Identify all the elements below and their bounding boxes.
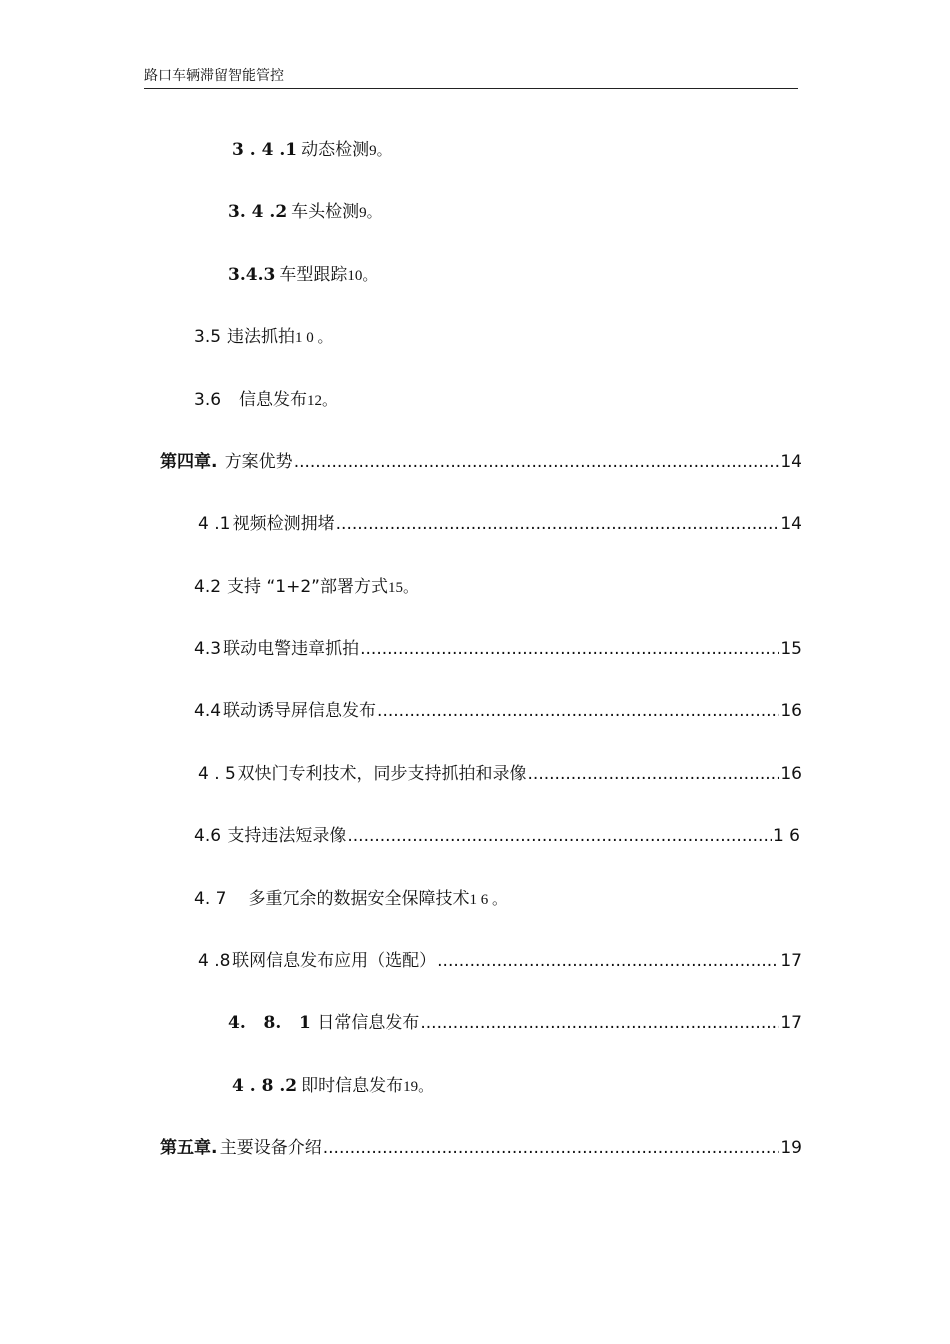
toc-number: 4.4 xyxy=(194,701,222,721)
toc-title: 动态检测 xyxy=(301,140,370,160)
toc-leader-dots xyxy=(360,637,779,661)
toc-number: 4.6 xyxy=(194,826,222,846)
toc-page: 17 xyxy=(780,1013,802,1033)
toc-number: 第四章. xyxy=(160,452,218,472)
toc-entry-4-2[interactable] xyxy=(194,575,418,600)
toc-number: 4 .1 xyxy=(198,514,231,534)
toc-title: 即时信息发布 xyxy=(301,1076,404,1096)
toc-number: 4 . 8 .2 xyxy=(232,1076,298,1096)
running-header: 路口车辆滞留智能管控 xyxy=(144,66,798,89)
toc-number: 3 . 4 .1 xyxy=(232,140,298,160)
toc-leader-dots xyxy=(437,949,779,973)
toc-page: 12。 xyxy=(307,393,338,409)
toc-leader-dots xyxy=(336,512,780,536)
toc-title: 联动电警违章抓拍 xyxy=(223,639,360,659)
toc-number: 4. 8. 1 xyxy=(228,1013,311,1033)
toc-page: 17 xyxy=(780,951,802,971)
toc-title: 方案优势 xyxy=(224,452,293,472)
toc-entry-4-5[interactable] xyxy=(198,762,802,786)
toc-number: 3.5 xyxy=(194,327,222,347)
toc-page: 15 xyxy=(780,639,802,659)
toc-title: 视频检测拥堵 xyxy=(232,514,335,534)
toc-page: 9。 xyxy=(359,205,382,221)
toc-title: 支持 “1+2”部署方式 xyxy=(227,577,388,597)
toc-title: 车型跟踪 xyxy=(279,265,348,285)
toc-entry-4-8-2[interactable] xyxy=(232,1074,433,1099)
toc-entry-3-4-2[interactable] xyxy=(228,200,382,225)
toc-entry-3-4-1[interactable] xyxy=(232,138,392,163)
toc-page: 15。 xyxy=(387,580,418,596)
toc-number: 4.2 xyxy=(194,577,222,597)
toc-entry-4-7[interactable] xyxy=(194,887,507,912)
toc-entry-4-4[interactable] xyxy=(194,699,802,723)
toc-title: 违法抓拍 xyxy=(227,327,296,347)
toc-page: 16 xyxy=(780,701,802,721)
toc-number: 4.3 xyxy=(194,639,222,659)
toc-title: 联动诱导屏信息发布 xyxy=(223,701,377,721)
toc-page: 19 xyxy=(780,1138,802,1158)
toc-page: 10。 xyxy=(347,268,378,284)
toc-number: 第五章. xyxy=(160,1138,218,1158)
toc-entry-3-4-3[interactable] xyxy=(228,263,377,288)
toc-entry-4-6[interactable] xyxy=(194,824,800,848)
toc-title: 双快门专利技术，同步支持抓拍和录像 xyxy=(237,764,527,784)
toc-page: 9。 xyxy=(369,143,392,159)
toc-number: 4 . 5 xyxy=(198,764,236,784)
toc-chapter-5[interactable] xyxy=(160,1136,802,1160)
toc-entry-3-5[interactable] xyxy=(194,325,333,350)
toc-number: 3.6 xyxy=(194,390,222,410)
toc-page: 14 xyxy=(780,452,802,472)
toc-leader-dots xyxy=(294,450,780,474)
toc-title: 多重冗余的数据安全保障技术 xyxy=(248,889,470,909)
toc-entry-4-1[interactable] xyxy=(198,512,802,536)
toc-page: 1 6 。 xyxy=(469,892,507,908)
toc-leader-dots xyxy=(323,1136,780,1160)
toc-number: 4. 7 xyxy=(194,889,227,909)
toc-page: 1 6 xyxy=(772,826,800,846)
toc-entry-4-8-1[interactable] xyxy=(228,1011,802,1035)
toc-leader-dots xyxy=(528,762,780,786)
toc-leader-dots xyxy=(420,1011,779,1035)
toc-title: 信息发布 xyxy=(239,390,308,410)
toc-leader-dots xyxy=(377,699,779,723)
toc-page: 19。 xyxy=(403,1079,434,1095)
toc-page: 16 xyxy=(780,764,802,784)
toc-title: 支持违法短录像 xyxy=(227,826,347,846)
toc-page: 1 0 。 xyxy=(295,330,333,346)
toc-entry-3-6[interactable] xyxy=(194,388,337,413)
toc-leader-dots xyxy=(347,824,772,848)
toc-number: 3.4.3 xyxy=(228,265,276,285)
toc-title: 主要设备介绍 xyxy=(219,1138,322,1158)
toc-title: 日常信息发布 xyxy=(317,1013,420,1033)
toc-number: 3. 4 .2 xyxy=(228,202,288,222)
toc-title: 联网信息发布应用（选配） xyxy=(232,951,437,971)
toc-entry-4-3[interactable] xyxy=(194,637,802,661)
toc-title: 车头检测 xyxy=(291,202,360,222)
toc-entry-4-8[interactable] xyxy=(198,949,802,973)
toc-number: 4 .8 xyxy=(198,951,231,971)
toc-chapter-4[interactable] xyxy=(160,450,802,474)
toc-page: 14 xyxy=(780,514,802,534)
